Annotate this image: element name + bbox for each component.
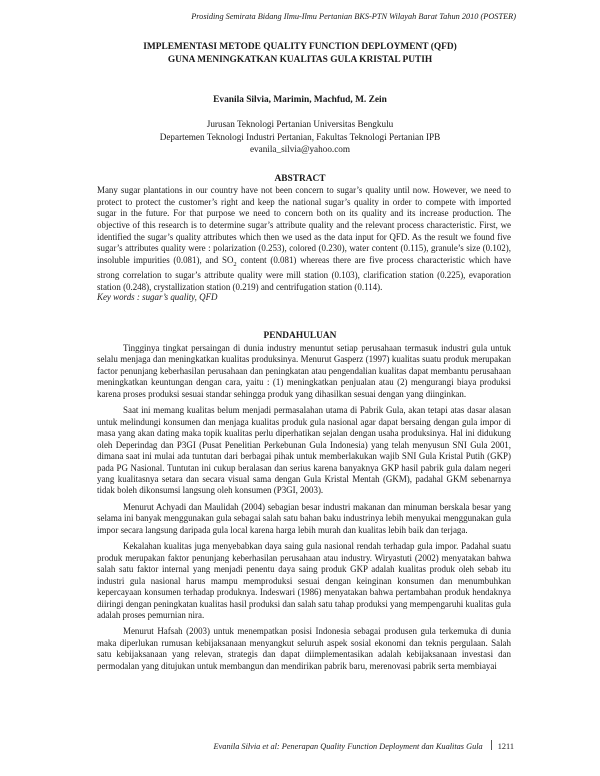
page-number: 1211 — [497, 742, 514, 751]
body-paragraph-1: Tingginya tingkat persaingan di dunia industry menuntut setiap perusahaan termasuk industri gula untuk selalu menjaga dan meningkatkan kualitas produksinya. Menurut Gasperz (1997) kualitas suatu produk merupakan factor penunjang keberhasilan perusahaan dan peningkatan atau pengendalian kualitas dapat membantu perusahaan meningkatkan keuntungan dengan cara, yaitu : (1) meningkatkan penjualan atau (2) mengurangi biaya produksi karena proses produksi sesuai standar sehingga produk yang dihasilkan sesuai dengan yang diinginkan. — [97, 343, 511, 399]
body-paragraph-5: Menurut Hafsah (2003) untuk menempatkan posisi Indonesia sebagai produsen gula terkemuka di dunia maka diperlukan rumusan kebijaksanaan menyangkut seluruh aspek sosial ekonomi dan teknis pergulaan. Salah satu kebijaksanaan yang relevan, strategis dan dapat diimplementasikan adalah kebijaksanaan investasi dan permodalan yang ditujukan untuk membangun dan mendirikan pabrik baru, merenovasi pabrik serta membiayai — [97, 626, 511, 671]
body-paragraph-4: Kekalahan kualitas juga menyebabkan daya saing gula nasional rendah terhadap gula impor. Padahal suatu produk merupakan faktor penunjang keberhasilan perusahaan atau industry. Wiryastuti (2002) menyatakan bahwa salah satu faktor internal yang menjadi penentu daya saing produk GKP adalah kualitas produk oleh sebab itu industri gula nasional harus mampu memproduksi sesuai dengan keinginan konsumen dan menumbuhkan kepercayaan konsumen terhadap produknya. Indeswari (1986) menyatakan bahwa pertambahan produk hendaknya diiringi dengan peningkatan kualitas hasil produksi dan salah satu tahap produksi yang mempengaruhi kualitas gula adalah proses pemurnian nira. — [97, 541, 511, 620]
abstract-text-part-2: content (0.081) whereas there are five process characteristic which have strong correlation to sugar’s attribute quality were mill station (0.103), clarification station (0.225), evaporation station (0.248), crystallization station (0.219) and centrifugation station (0.114). — [97, 254, 512, 292]
body-paragraph-2: Saat ini memang kualitas belum menjadi permasalahan utama di Pabrik Gula, akan tetapi atas dasar alasan untuk melindungi konsumen dan menjaga kualitas produk gula nasional agar dapat bersaing dengan gula impor di masa yang akan dating maka topik kualitas perlu diperhatikan sejalan dengan usaha produksinya. Hal ini didukung oleh Deperindag dan P3GI (Pusat Penelitian Perkebunan Gula Indonesia) yang telah menyusun SNI Gula 2001, dimana saat ini mulai ada tuntutan dari berbagai pihak untuk memberlakukan wajib SNI Gula Kristal Putih (GKP) pada PG Nasional. Tuntutan ini cukup beralasan dan serius karena banyaknya GKP hasil pabrik gula dalam negeri yang kualitasnya setara dan secara visual sama dengan Gula Kristal Mentah (GKM), padahal GKM sebenarnya tidak boleh dikonsumsi langsung oleh konsumen (P3GI, 2003). — [97, 405, 511, 496]
footer-divider — [491, 740, 492, 750]
section-heading: PENDAHULUAN — [263, 331, 337, 341]
footer-reference: Evanila Silvia et al: Penerapan Quality Function Deployment dan Kualitas Gula — [213, 742, 483, 751]
author-email: evanila_silvia@yahoo.com — [249, 144, 351, 154]
abstract-heading: ABSTRACT — [274, 174, 326, 184]
page-footer — [214, 740, 514, 751]
abstract-text-part-1: Many sugar plantations in our country have not been concern to sugar’s quality until now. However, we need to protect to protect the customer’s right and keep the national sugar’s quality in order to compete with imported sugar in the future. For that purpose we need to concern both on its quality and its increase production. The objective of this research is to determine sugar’s attribute quality and the relevant process characteristic. First, we identified the sugar’s quality attributes which then we used as the data input for QFD. As the result we found five sugar’s attributes quality were : polarization (0.253), colored (0.230), water content (0.115), granule’s size (0.102), insoluble impurities (0.081), and SO — [97, 185, 511, 265]
section-body — [97, 343, 511, 677]
body-paragraph-3: Menurut Achyadi dan Maulidah (2004) sebagian besar industri makanan dan minuman berskala besar yang selama ini banyak menggunakan gula sebagai salah satu bahan baku industrinya lebih menyukai menggunakan gula impor secara langsung daripada gula local karena harga lebih murah dan kualitas lebih baik dan terjaga. — [97, 501, 511, 535]
affiliations — [0, 118, 600, 156]
keywords: Key words : sugar’s quality, QFD — [97, 292, 218, 302]
affiliation-line-1: Jurusan Teknologi Pertanian Universitas Bengkulu — [206, 119, 394, 129]
running-header: Prosiding Semirata Bidang Ilmu-Ilmu Pertanian BKS-PTN Wilayah Barat Tahun 2010 (POSTER) — [191, 12, 516, 21]
author-list: Evanila Silvia, Marimin, Machfud, M. Zein — [213, 95, 387, 105]
so2-subscript: 2 — [233, 260, 237, 268]
affiliation-line-2: Departemen Teknologi Industri Pertanian, Fakultas Teknologi Pertanian IPB — [159, 131, 441, 142]
paper-title-line-1: IMPLEMENTASI METODE QUALITY FUNCTION DEPLOYMENT (QFD) — [143, 42, 457, 52]
paper-title-line-2: GUNA MENINGKATKAN KUALITAS GULA KRISTAL PUTIH — [167, 55, 433, 65]
paper-title — [0, 41, 600, 67]
abstract-text — [97, 185, 511, 293]
